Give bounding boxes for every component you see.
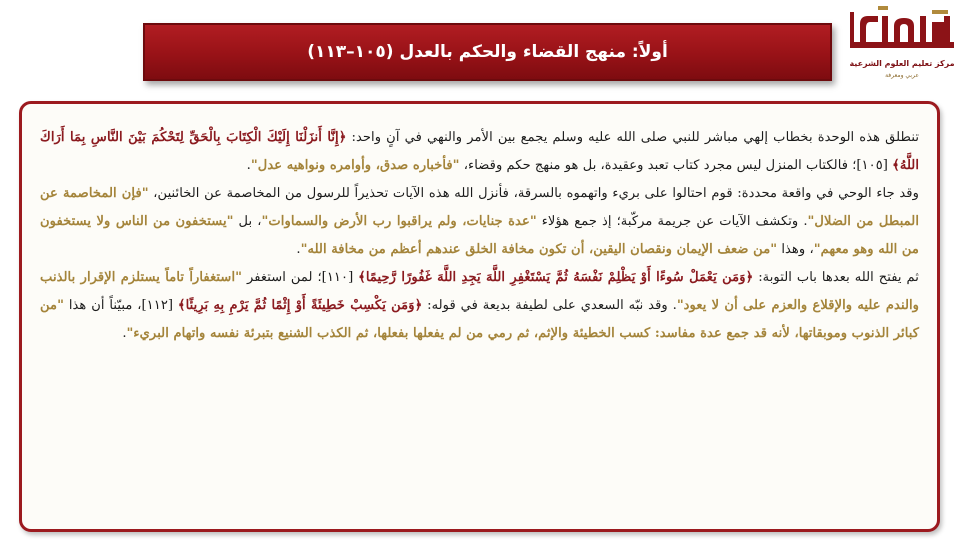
quoted-text: "استغفاراً تاماً يستلزم الإقرار بالذنب والندم عليه والإقلاع والعزم على أن لا يعود"	[40, 270, 919, 313]
body-text: [١١٠]؛ لمن استغفر	[242, 270, 359, 285]
quoted-text: "فإن المخاصمة عن المبطل من الضلال"	[40, 186, 919, 229]
slide-title: أولاً: منهج القضاء والحكم بالعدل (١٠٥–١١٣)	[307, 42, 668, 62]
body-text: .	[122, 326, 127, 341]
logo-subtitle: عربي ومعرفة	[885, 72, 919, 79]
content-frame	[19, 101, 940, 532]
body-text: .	[246, 158, 251, 173]
paragraph-1	[40, 124, 919, 180]
logo	[848, 2, 956, 84]
quoted-text: "عدة جنايات، ولم يراقبوا رب الأرض والسماوات"	[261, 214, 537, 229]
logo-name: مركز تعليم العلوم الشرعية	[849, 59, 955, 68]
body-text: .	[296, 242, 301, 257]
body-text: تنطلق هذه الوحدة بخطاب إلهي مباشر للنبي صلى الله عليه وسلم يجمع بين الأمر والنهي في آنٍ واحد:	[346, 130, 919, 145]
body-text: . وقد نبّه السعدي على لطيفة بديعة في قوله:	[422, 298, 677, 313]
quoted-text: "يستخفون من الناس ولا يستخفون من الله وهو معهم"	[40, 214, 919, 257]
quran-verse: ﴿وَمَن يَعْمَلْ سُوءًا أَوْ يَظْلِمْ نَفْسَهُ ثُمَّ يَسْتَغْفِرِ اللَّهَ يَجِدِ اللَّهَ غَفُورًا رَّحِيمًا﴾	[358, 270, 754, 285]
body-text: ، وهذا	[777, 242, 814, 257]
paragraph-2	[40, 180, 919, 264]
body-text: ، بل	[233, 214, 262, 229]
body-text: [١١٢]، مبيّناً أن هذا	[63, 298, 178, 313]
quran-verse: ﴿إِنَّا أَنزَلْنَا إِلَيْكَ الْكِتَابَ بِالْحَقِّ لِتَحْكُمَ بَيْنَ النَّاسِ بِمَا أَرَاكَ اللَّهُ﴾	[40, 130, 919, 173]
body-text: . وتكشف الآيات عن جريمة مركّبة؛ إذ جمع هؤلاء	[536, 214, 808, 229]
quoted-text: "من كبائر الذنوب وموبقاتها، لأنه قد جمع عدة مفاسد: كسب الخطيئة والإثم، ثم رمي من لم يفعلها بفعلها، ثم الكذب الشنيع بتبرئة نفسه واتهام البريء"	[40, 298, 919, 341]
quoted-text: "من ضعف الإيمان ونقصان اليقين، أن تكون مخافة الخلق عندهم أعظم من مخافة الله"	[300, 242, 778, 257]
slide-title-bar	[143, 23, 832, 81]
paragraph-3	[40, 264, 919, 348]
body-text: وقد جاء الوحي في واقعة محددة: قوم احتالوا على بريء واتهموه بالسرقة، فأنزل الله هذه الآيات تحذيراً للرسول من المخاصمة عن الخائنين،	[148, 186, 919, 201]
quran-verse: ﴿وَمَن يَكْسِبْ خَطِيئَةً أَوْ إِثْمًا ثُمَّ يَرْمِ بِهِ بَرِيئًا﴾	[177, 298, 423, 313]
body-text: [١٠٥]؛ فالكتاب المنزل ليس مجرد كتاب تعبد وعقيدة، بل هو منهج حكم وقضاء،	[459, 158, 893, 173]
logo-mark-icon	[848, 2, 956, 60]
body-text: ثم يفتح الله بعدها باب التوبة:	[753, 270, 919, 285]
quoted-text: "فأخباره صدق، وأوامره ونواهيه عدل"	[250, 158, 460, 173]
